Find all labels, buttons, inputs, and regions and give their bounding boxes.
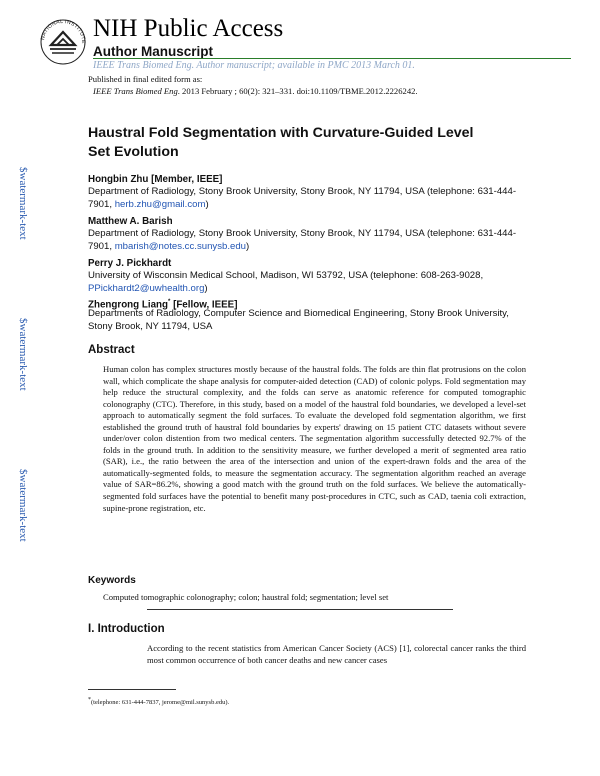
author-affiliation: Departments of Radiology, Computer Science and Biomedical Engineering, Stony Brook University, Stony Brook, NY 11794, USA — [88, 308, 509, 332]
author-name: Matthew A. Barish — [88, 216, 173, 227]
watermark-text: $watermark-text — [17, 167, 29, 240]
affiliation-text: Department of Radiology, Stony Brook University, Stony Brook, NY 11794, USA (telephone: 631-444-7901, — [88, 186, 517, 210]
affiliation-text: University of Wisconsin Medical School, Madison, WI 53792, USA (telephone: 608-263-9028, — [88, 270, 484, 281]
abstract-heading: Abstract — [88, 344, 135, 356]
author-name: Perry J. Pickhardt — [88, 258, 172, 269]
section-divider — [147, 609, 453, 610]
published-label: Published in final edited form as: — [88, 74, 203, 84]
availability-note: IEEE Trans Biomed Eng. Author manuscript; available in PMC 2013 March 01. — [93, 60, 415, 71]
affiliation-close: ) — [246, 240, 250, 252]
nih-logo — [38, 12, 88, 70]
author-email-link[interactable]: herb.zhu@gmail.com — [114, 198, 206, 210]
author-footnote-mark: * — [168, 299, 171, 305]
author-email-link[interactable]: mbarish@notes.cc.sunysb.edu — [114, 240, 247, 252]
footnote — [88, 696, 229, 707]
footnote-text: (telephone: 631-444-7837, jerome@mil.sunysb.edu). — [91, 699, 230, 707]
footnote-rule — [88, 689, 176, 690]
keywords-body: Computed tomographic colonography; colon; haustral fold; segmentation; level set — [103, 592, 389, 602]
author-affiliation — [88, 186, 528, 211]
watermark-text: $watermark-text — [17, 318, 29, 391]
keywords-heading: Keywords — [88, 575, 136, 586]
nih-public-access-title: NIH Public Access — [93, 15, 284, 42]
author-role: [Fellow, IEEE] — [170, 299, 238, 311]
affiliation-close: ) — [205, 198, 209, 210]
author-manuscript-label: Author Manuscript — [93, 44, 213, 59]
paper-title: Haustral Fold Segmentation with Curvature-Guided Level Set Evolution — [88, 125, 474, 160]
abstract-body: Human colon has complex structures mostly because of the haustral folds. The folds are thin flat protrusions on the colon wall, which complicate the shape analysis for computer-aided detection (CAD) of colonic polyps. Fold segmentation may help reduce the structural complexity, and the folds can serve as anatomic reference for computed tomographic colonography (CTC). Therefore, in this study, based on a model of the haustral fold boundaries, we developed a level-set approach to automatically segment the fold surfaces. To evaluate the developed fold segmentation algorithm, we first established the ground truth of haustral fold boundaries by experts' drawing on 15 patient CTC datasets without severe under/over colon distention from two medical centers. The segmentation algorithm successfully detected 92.7% of the folds in the ground truth. In addition to the sensitivity measure, we further developed a merit of segmented area ratio (SAR), i.e., the ratio between the area of the intersection and union of the expert-drawn folds and the area of the automatically-segmented folds, to measure the segmentation accuracy. The segmentation algorithm reached an average value of SAR=86.2%, showing a good match with the ground truth on the fold surfaces. We believe the automatically-segmented fold surfaces have the potential to benefit many post-procedures in CTC, such as CAD, taenia coli extraction, supine-prone registration, etc. — [103, 364, 526, 513]
header-rule — [93, 58, 571, 59]
logo-text: NATIONAL INSTITUTE — [40, 18, 87, 44]
author-email-link[interactable]: PPickhardt2@uwhealth.org — [88, 282, 205, 294]
footnote-mark: * — [88, 697, 91, 703]
watermark-text: $watermark-text — [17, 469, 29, 542]
author-name-main: Zhengrong Liang — [88, 299, 168, 311]
journal-name: IEEE Trans Biomed Eng — [93, 86, 178, 96]
citation-details: . 2013 February ; 60(2): 321–331. doi:10.1109/TBME.2012.2226242. — [177, 86, 418, 96]
affiliation-text: Department of Radiology, Stony Brook University, Stony Brook, NY 11794, USA (telephone: 631-444-7901, — [88, 228, 517, 252]
citation — [93, 86, 418, 97]
affiliation-close: ) — [204, 282, 208, 294]
introduction-body: According to the recent statistics from American Cancer Society (ACS) [1], colorectal cancer ranks the third most common occurrence of both cancer deaths and new cancer cases — [147, 643, 526, 665]
introduction-heading: I. Introduction — [88, 623, 165, 635]
author-affiliation — [88, 228, 528, 253]
author-name: Hongbin Zhu [Member, IEEE] — [88, 174, 223, 185]
author-affiliation — [88, 270, 528, 295]
